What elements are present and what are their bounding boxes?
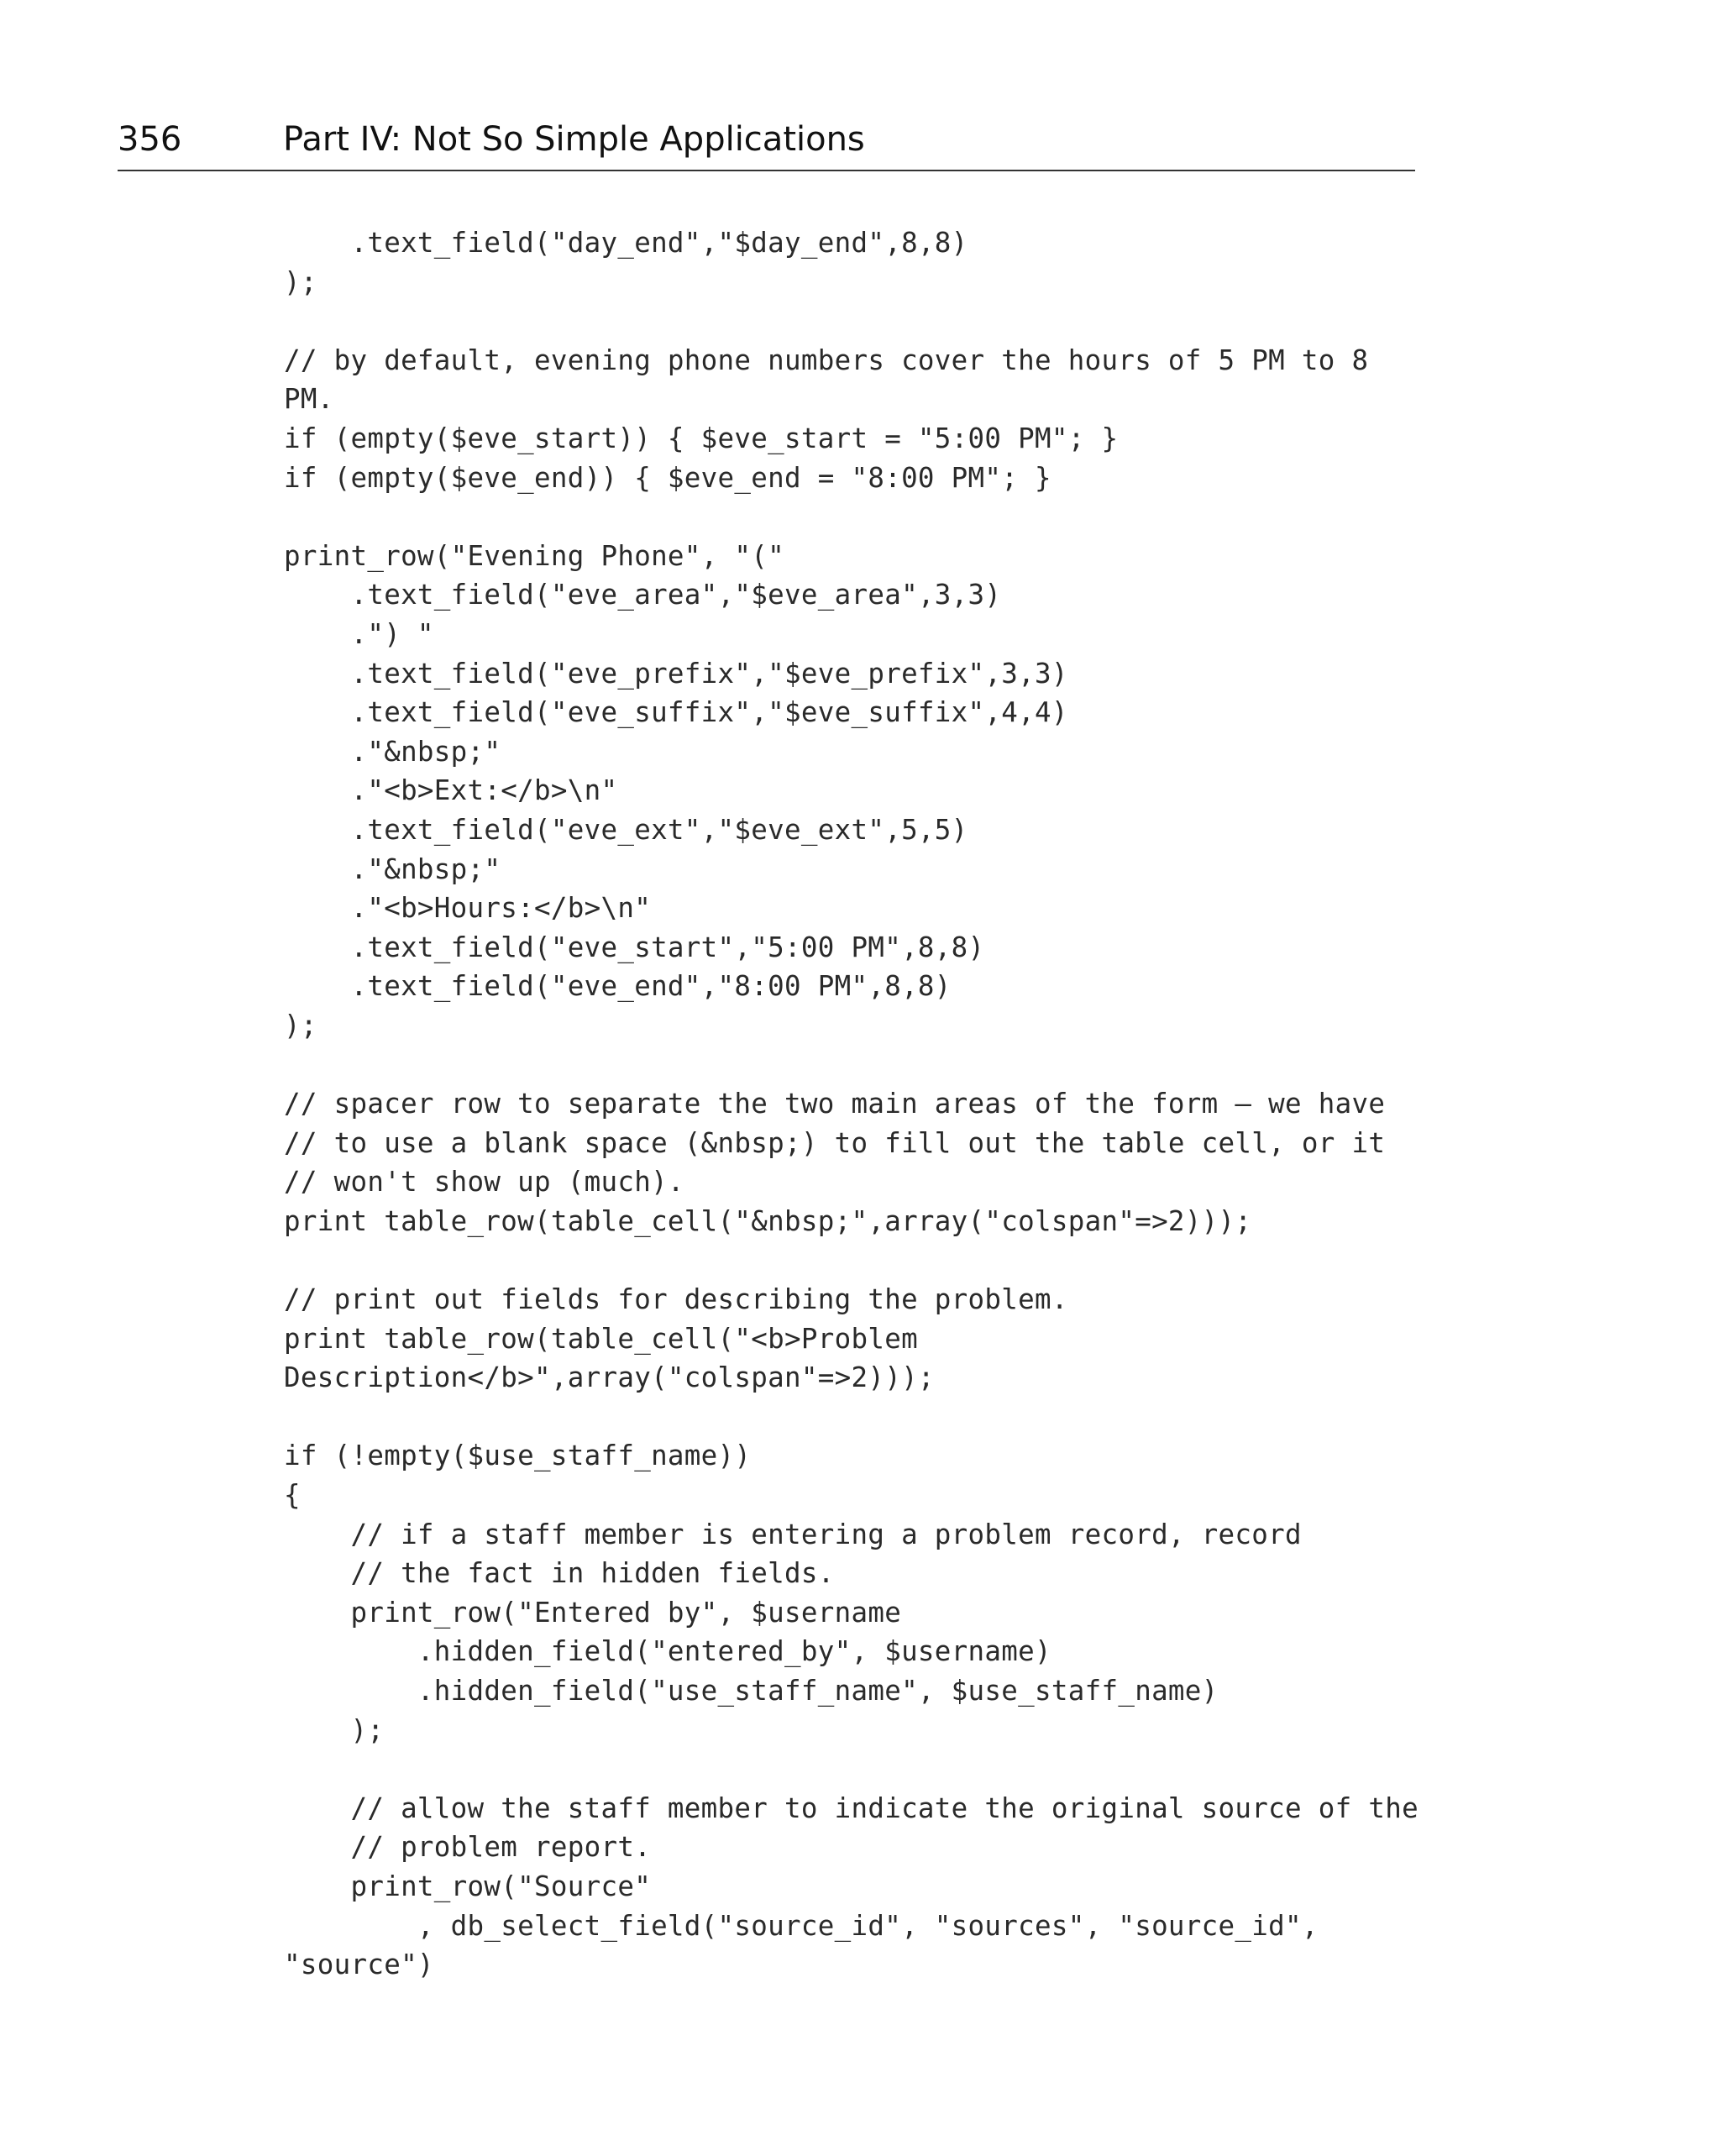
code-line: , db_select_field("source_id", "sources", "source_id",: [284, 1909, 1319, 1942]
code-line: print_row("Source": [284, 1870, 652, 1902]
code-line: .text_field("eve_ext","$eve_ext",5,5): [284, 813, 968, 846]
code-line: // if a staff member is entering a problem record, record: [284, 1518, 1302, 1550]
code-line: // to use a blank space (&nbsp;) to fill out the table cell, or it: [284, 1126, 1386, 1159]
code-line: .text_field("eve_suffix","$eve_suffix",4,4): [284, 696, 1068, 729]
code-line: [284, 1398, 1443, 1437]
code-line: PM.: [284, 383, 334, 416]
code-line: ."<b>Hours:</b>\n": [284, 892, 652, 925]
code-line: .hidden_field("entered_by", $username): [284, 1635, 1051, 1668]
code-line: print_row("Entered by", $username: [284, 1596, 902, 1629]
code-line: [284, 497, 1443, 537]
code-line: );: [284, 265, 317, 298]
code-line: ."<b>Ext:</b>\n": [284, 774, 618, 807]
code-line: print_row("Evening Phone", "(": [284, 539, 784, 572]
code-line: print table_row(table_cell("<b>Problem: [284, 1322, 918, 1355]
running-title: Part IV: Not So Simple Applications: [283, 120, 865, 159]
code-line: [284, 1045, 1443, 1084]
code-line: .text_field("eve_end","8:00 PM",8,8): [284, 970, 952, 1003]
code-line: ."&nbsp;": [284, 735, 501, 768]
page-header: [118, 118, 1415, 171]
code-line: // the fact in hidden fields.: [284, 1557, 835, 1590]
code-line: Description</b>",array("colspan"=>2)));: [284, 1361, 935, 1394]
code-line: // by default, evening phone numbers cover the hours of 5 PM to 8: [284, 344, 1369, 376]
code-line: );: [284, 1713, 385, 1746]
code-line: [284, 302, 1443, 341]
code-line: .text_field("eve_start","5:00 PM",8,8): [284, 931, 985, 963]
code-line: [284, 1241, 1443, 1280]
code-line: .text_field("day_end","$day_end",8,8): [284, 227, 968, 259]
code-line: ."&nbsp;": [284, 852, 501, 885]
code-line: );: [284, 1009, 317, 1041]
code-line: .text_field("eve_prefix","$eve_prefix",3,3): [284, 657, 1068, 690]
code-listing: [284, 223, 1443, 1985]
code-line: // problem report.: [284, 1831, 652, 1864]
page-number: 356: [118, 120, 182, 159]
code-line: // allow the staff member to indicate the original source of the: [284, 1791, 1418, 1824]
code-line: // spacer row to separate the two main areas of the form – we have: [284, 1088, 1386, 1120]
code-line: // won't show up (much).: [284, 1166, 684, 1199]
code-line: {: [284, 1479, 301, 1511]
code-line: [284, 1749, 1443, 1789]
code-line: if (!empty($use_staff_name)): [284, 1440, 752, 1472]
code-line: if (empty($eve_start)) { $eve_start = "5:00 PM"; }: [284, 422, 1119, 454]
code-line: .hidden_field("use_staff_name", $use_staff_name): [284, 1674, 1219, 1707]
code-line: print table_row(table_cell("&nbsp;",array("colspan"=>2)));: [284, 1204, 1252, 1237]
code-line: .") ": [284, 617, 434, 650]
code-line: // print out fields for describing the problem.: [284, 1283, 1068, 1316]
code-line: .text_field("eve_area","$eve_area",3,3): [284, 579, 1002, 611]
code-line: if (empty($eve_end)) { $eve_end = "8:00 PM"; }: [284, 461, 1051, 494]
code-line: "source"): [284, 1949, 434, 1981]
